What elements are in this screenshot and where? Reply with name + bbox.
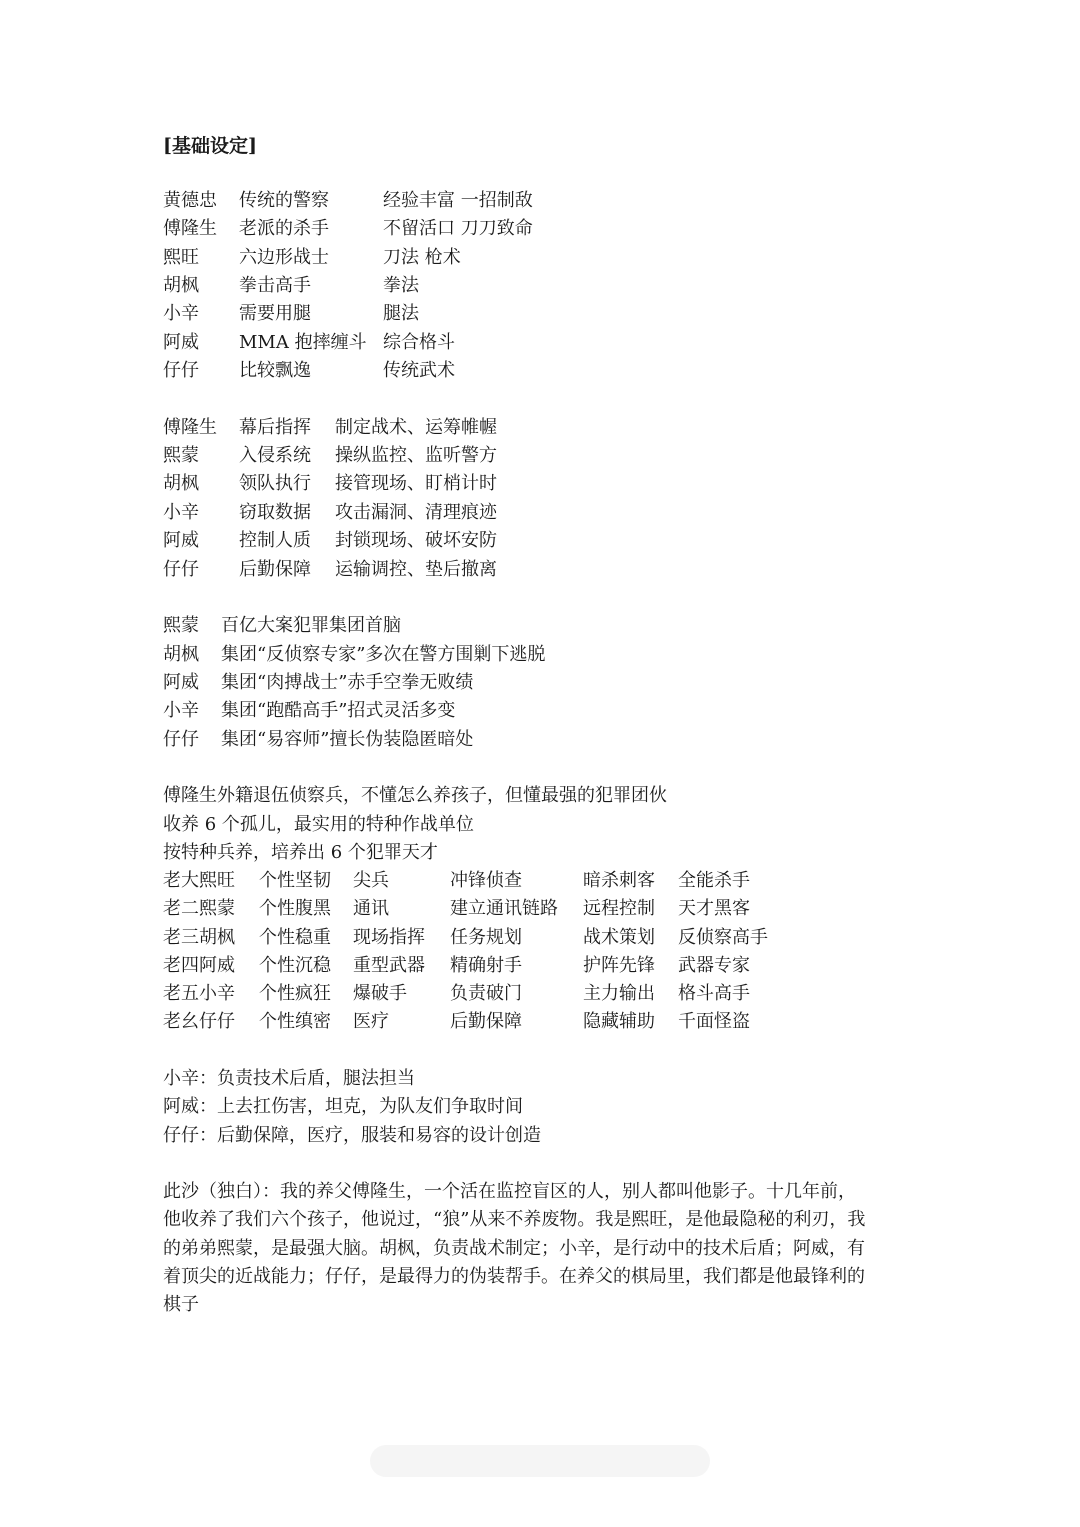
sibling-personality: 个性沉稳 [259, 955, 331, 976]
sibling-function: 战术策划 [583, 927, 655, 948]
sibling-rank-name: 老五小辛 [163, 983, 235, 1004]
sibling-function: 暗杀刺客 [583, 870, 655, 891]
sibling-function: 护阵先锋 [583, 955, 655, 976]
member-description: 集团“肉搏战士”赤手空拳无败绩 [221, 672, 474, 693]
sibling-position: 医疗 [353, 1011, 389, 1032]
sibling-personality: 个性坚韧 [259, 870, 331, 891]
paragraph-line: 仔仔：后勤保障，医疗，服装和易容的设计创造 [163, 1125, 541, 1146]
member-role: 窃取数据 [239, 502, 311, 523]
member-task: 封锁现场、破坏安防 [335, 530, 497, 551]
sibling-rank-name: 老四阿威 [163, 955, 235, 976]
sibling-function: 主力输出 [583, 983, 655, 1004]
paragraph-line: 的弟弟熙蒙，是最强大脑。胡枫，负责战术制定；小辛，是行动中的技术后盾；阿威，有 [163, 1238, 865, 1259]
sibling-duty: 建立通讯链路 [450, 898, 558, 919]
sibling-function: 远程控制 [583, 898, 655, 919]
sibling-duty: 后勤保障 [450, 1011, 522, 1032]
member-description: 集团“易容师”擅长伪装隐匿暗处 [221, 729, 474, 750]
character-skill: 拳法 [383, 275, 419, 296]
character-role: 传统的警察 [239, 190, 329, 211]
member-name: 阿威 [163, 672, 199, 693]
character-name: 熙旺 [163, 247, 199, 268]
sibling-title: 天才黑客 [678, 898, 750, 919]
member-description: 集团“跑酷高手”招式灵活多变 [221, 700, 456, 721]
sibling-rank-name: 老三胡枫 [163, 927, 235, 948]
paragraph-line: 傅隆生外籍退伍侦察兵，不懂怎么养孩子，但懂最强的犯罪团伙 [163, 785, 667, 806]
member-description: 百亿大案犯罪集团首脑 [221, 615, 401, 636]
footer-smudge [370, 1445, 710, 1477]
sibling-rank-name: 老大熙旺 [163, 870, 235, 891]
sibling-position: 尖兵 [353, 870, 389, 891]
character-skill: 不留活口 刀刀致命 [383, 218, 533, 239]
character-skill: 腿法 [383, 303, 419, 324]
sibling-personality: 个性稳重 [259, 927, 331, 948]
character-skill: 刀法 枪术 [383, 247, 461, 268]
sibling-rank-name: 老二熙蒙 [163, 898, 235, 919]
member-role: 入侵系统 [239, 445, 311, 466]
paragraph-line: 阿威：上去扛伤害，坦克，为队友们争取时间 [163, 1096, 523, 1117]
sibling-title: 千面怪盗 [678, 1011, 750, 1032]
member-task: 攻击漏洞、清理痕迹 [335, 502, 497, 523]
character-name: 小辛 [163, 303, 199, 324]
paragraph-line: 小辛：负责技术后盾，腿法担当 [163, 1068, 415, 1089]
member-task: 接管现场、盯梢计时 [335, 473, 497, 494]
character-role: 老派的杀手 [239, 218, 329, 239]
member-task: 操纵监控、监听警方 [335, 445, 497, 466]
sibling-function: 隐藏辅助 [583, 1011, 655, 1032]
sibling-personality: 个性腹黑 [259, 898, 331, 919]
sibling-title: 全能杀手 [678, 870, 750, 891]
member-name: 小辛 [163, 502, 199, 523]
character-role: 需要用腿 [239, 303, 311, 324]
member-name: 熙蒙 [163, 615, 199, 636]
member-name: 熙蒙 [163, 445, 199, 466]
sibling-position: 现场指挥 [353, 927, 425, 948]
member-task: 运输调控、垫后撤离 [335, 559, 497, 580]
member-role: 领队执行 [239, 473, 311, 494]
member-role: 后勤保障 [239, 559, 311, 580]
member-role: 控制人质 [239, 530, 311, 551]
sibling-duty: 任务规划 [450, 927, 522, 948]
character-name: 黄德忠 [163, 190, 217, 211]
sibling-duty: 负责破门 [450, 983, 522, 1004]
paragraph-line: 收养 6 个孤儿，最实用的特种作战单位 [163, 814, 474, 835]
character-name: 仔仔 [163, 360, 199, 381]
member-name: 傅隆生 [163, 417, 217, 438]
sibling-duty: 冲锋侦查 [450, 870, 522, 891]
member-name: 阿威 [163, 530, 199, 551]
character-role: 拳击高手 [239, 275, 311, 296]
paragraph-line: 着顶尖的近战能力；仔仔，是最得力的伪装帮手。在养父的棋局里，我们都是他最锋利的 [163, 1266, 865, 1287]
character-name: 胡枫 [163, 275, 199, 296]
member-name: 仔仔 [163, 729, 199, 750]
character-role: 六边形战士 [239, 247, 329, 268]
section-heading: [基础设定] [163, 135, 257, 157]
sibling-title: 武器专家 [678, 955, 750, 976]
character-name: 傅隆生 [163, 218, 217, 239]
character-skill: 综合格斗 [383, 332, 455, 353]
character-role: 比较飘逸 [239, 360, 311, 381]
sibling-rank-name: 老幺仔仔 [163, 1011, 235, 1032]
sibling-position: 通讯 [353, 898, 389, 919]
character-skill: 经验丰富 一招制敌 [383, 190, 533, 211]
member-name: 小辛 [163, 700, 199, 721]
sibling-position: 重型武器 [353, 955, 425, 976]
member-role: 幕后指挥 [239, 417, 311, 438]
sibling-title: 反侦察高手 [678, 927, 768, 948]
sibling-duty: 精确射手 [450, 955, 522, 976]
paragraph-line: 此沙（独白）：我的养父傅隆生，一个活在监控盲区的人，别人都叫他影子。十几年前， [163, 1181, 856, 1202]
character-skill: 传统武术 [383, 360, 455, 381]
sibling-personality: 个性缜密 [259, 1011, 331, 1032]
member-name: 胡枫 [163, 473, 199, 494]
character-role: MMA 抱摔缠斗 [239, 332, 367, 353]
member-name: 仔仔 [163, 559, 199, 580]
paragraph-line: 棋子 [163, 1294, 199, 1315]
sibling-title: 格斗高手 [678, 983, 750, 1004]
sibling-position: 爆破手 [353, 983, 407, 1004]
sibling-personality: 个性疯狂 [259, 983, 331, 1004]
member-task: 制定战术、运筹帷幄 [335, 417, 497, 438]
paragraph-line: 他收养了我们六个孩子，他说过，“狼”从来不养废物。我是熙旺，是他最隐秘的利刃，我 [163, 1209, 866, 1230]
member-name: 胡枫 [163, 644, 199, 665]
character-name: 阿威 [163, 332, 199, 353]
member-description: 集团“反侦察专家”多次在警方围剿下逃脱 [221, 644, 546, 665]
paragraph-line: 按特种兵养，培养出 6 个犯罪天才 [163, 842, 438, 863]
